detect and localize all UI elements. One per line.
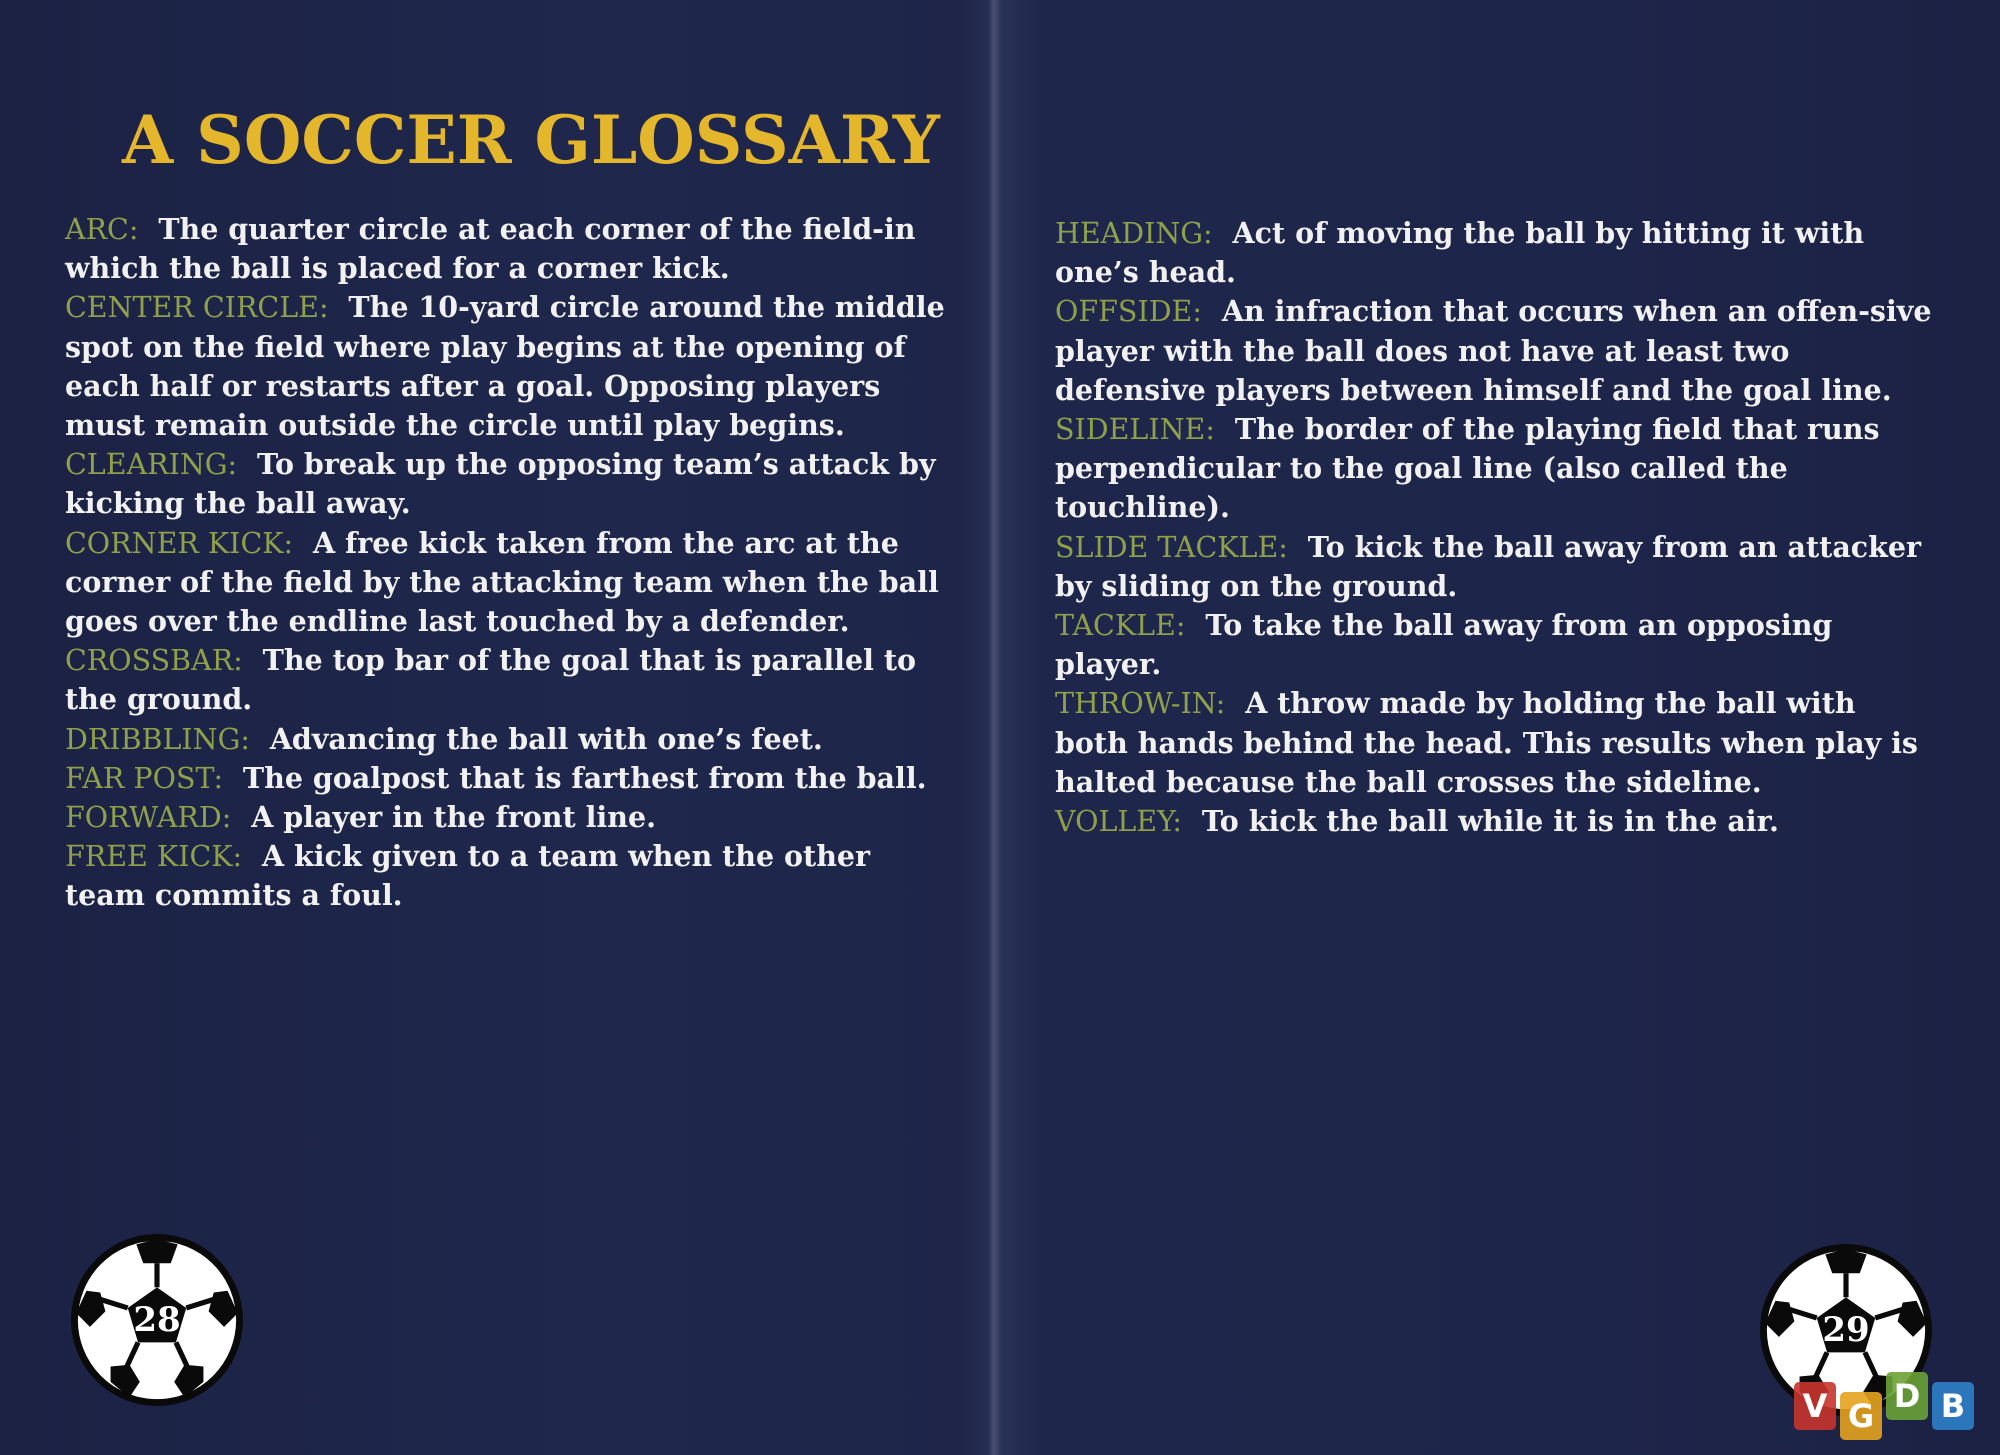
glossary-term: CENTER CIRCLE:	[65, 291, 329, 325]
right-page	[1000, 0, 2000, 1455]
page-title: A SOCCER GLOSSARY	[122, 101, 940, 179]
glossary-entry-forward	[65, 798, 945, 837]
glossary-definition: A throw made by holding the ball with both hands behind the head. This results when play is halted because the ball crosses the sideline.	[1055, 686, 1918, 799]
glossary-definition: The 10-yard circle around the middle spot on the field where play begins at the opening of each half or restarts after a goal. Opposing players must remain outside the circle until play begins.	[65, 290, 945, 443]
glossary-definition: The border of the playing field that runs perpendicular to the goal line (also called the touchline).	[1055, 412, 1880, 525]
glossary-entry-slide-tackle	[1055, 528, 1935, 606]
glossary-term: ARC:	[65, 213, 139, 246]
glossary-entry-offside	[1055, 292, 1935, 410]
glossary-definition: Act of moving the ball by hitting it with one’s head.	[1055, 216, 1865, 290]
glossary-definition: A free kick taken from the arc at the corner of the field by the attacking team when the ball goes over the endline last touched by a defender.	[65, 525, 939, 639]
logo-tile-d	[1886, 1372, 1928, 1420]
glossary-entry-throw-in	[1055, 684, 1935, 802]
glossary-term: TACKLE:	[1055, 609, 1186, 643]
soccer-ball-icon	[71, 1234, 243, 1406]
glossary-term: SLIDE TACKLE:	[1055, 530, 1288, 564]
glossary-definition: Advancing the ball with one’s feet.	[269, 721, 823, 756]
glossary-entry-sideline	[1055, 410, 1935, 528]
glossary-term: SIDELINE:	[1055, 413, 1215, 447]
glossary-entry-volley	[1055, 802, 1935, 841]
glossary-definition: An infraction that occurs when an offen-sive player with the ball does not have at least two defensive players between himself and the goal line.	[1055, 294, 1932, 407]
logo-tile-v	[1794, 1382, 1836, 1430]
glossary-term: DRIBBLING:	[65, 722, 250, 756]
logo-letter: B	[1940, 1387, 1966, 1425]
glossary-definition: The top bar of the goal that is parallel to the ground.	[65, 643, 917, 717]
glossary-term: CORNER KICK:	[65, 526, 294, 560]
glossary-definition: A kick given to a team when the other team commits a foul.	[65, 839, 871, 913]
page-number: 29	[1822, 1310, 1870, 1350]
logo-tile-b	[1932, 1382, 1974, 1430]
glossary-term: FORWARD:	[65, 801, 232, 835]
vgdb-watermark-logo	[1790, 1370, 1980, 1440]
glossary-definition: A player in the front line.	[251, 800, 657, 835]
logo-letter: V	[1802, 1387, 1828, 1425]
glossary-definition: To kick the ball while it is in the air.	[1201, 804, 1779, 839]
vgdb-logo-graphic	[1790, 1370, 1980, 1440]
glossary-term: FAR POST:	[65, 761, 224, 795]
glossary-entry-free-kick	[65, 837, 945, 915]
glossary-term: FREE KICK:	[65, 840, 243, 874]
glossary-entry-tackle	[1055, 606, 1935, 684]
glossary-entry-heading	[1055, 214, 1935, 292]
logo-letter: G	[1847, 1397, 1875, 1435]
glossary-entry-arc	[65, 210, 945, 288]
glossary-list-left	[65, 210, 945, 916]
page-number: 28	[133, 1300, 181, 1340]
glossary-term: CROSSBAR:	[65, 644, 243, 678]
glossary-entry-clearing	[65, 445, 945, 523]
left-page	[0, 0, 993, 1455]
logo-letter: D	[1893, 1377, 1921, 1415]
glossary-term: OFFSIDE:	[1055, 295, 1202, 329]
glossary-definition: To take the ball away from an opposing player.	[1055, 608, 1833, 682]
glossary-term: CLEARING:	[65, 448, 238, 482]
glossary-entry-dribbling	[65, 720, 945, 759]
glossary-entry-corner-kick	[65, 524, 945, 642]
glossary-entry-far-post	[65, 759, 945, 798]
glossary-definition: To break up the opposing team’s attack by kicking the ball away.	[65, 447, 936, 521]
glossary-term: VOLLEY:	[1055, 805, 1182, 839]
glossary-entry-crossbar	[65, 641, 945, 719]
logo-tile-g	[1840, 1392, 1882, 1440]
glossary-definition: To kick the ball away from an attacker by sliding on the ground.	[1055, 529, 1922, 603]
glossary-term: THROW-IN:	[1055, 687, 1226, 721]
glossary-list-right	[1055, 214, 1935, 841]
glossary-definition: The quarter circle at each corner of the field-in which the ball is placed for a corner kick.	[65, 212, 916, 286]
glossary-definition: The goalpost that is farthest from the ball.	[242, 760, 927, 795]
glossary-term: HEADING:	[1055, 217, 1213, 250]
glossary-entry-center-circle	[65, 288, 945, 445]
